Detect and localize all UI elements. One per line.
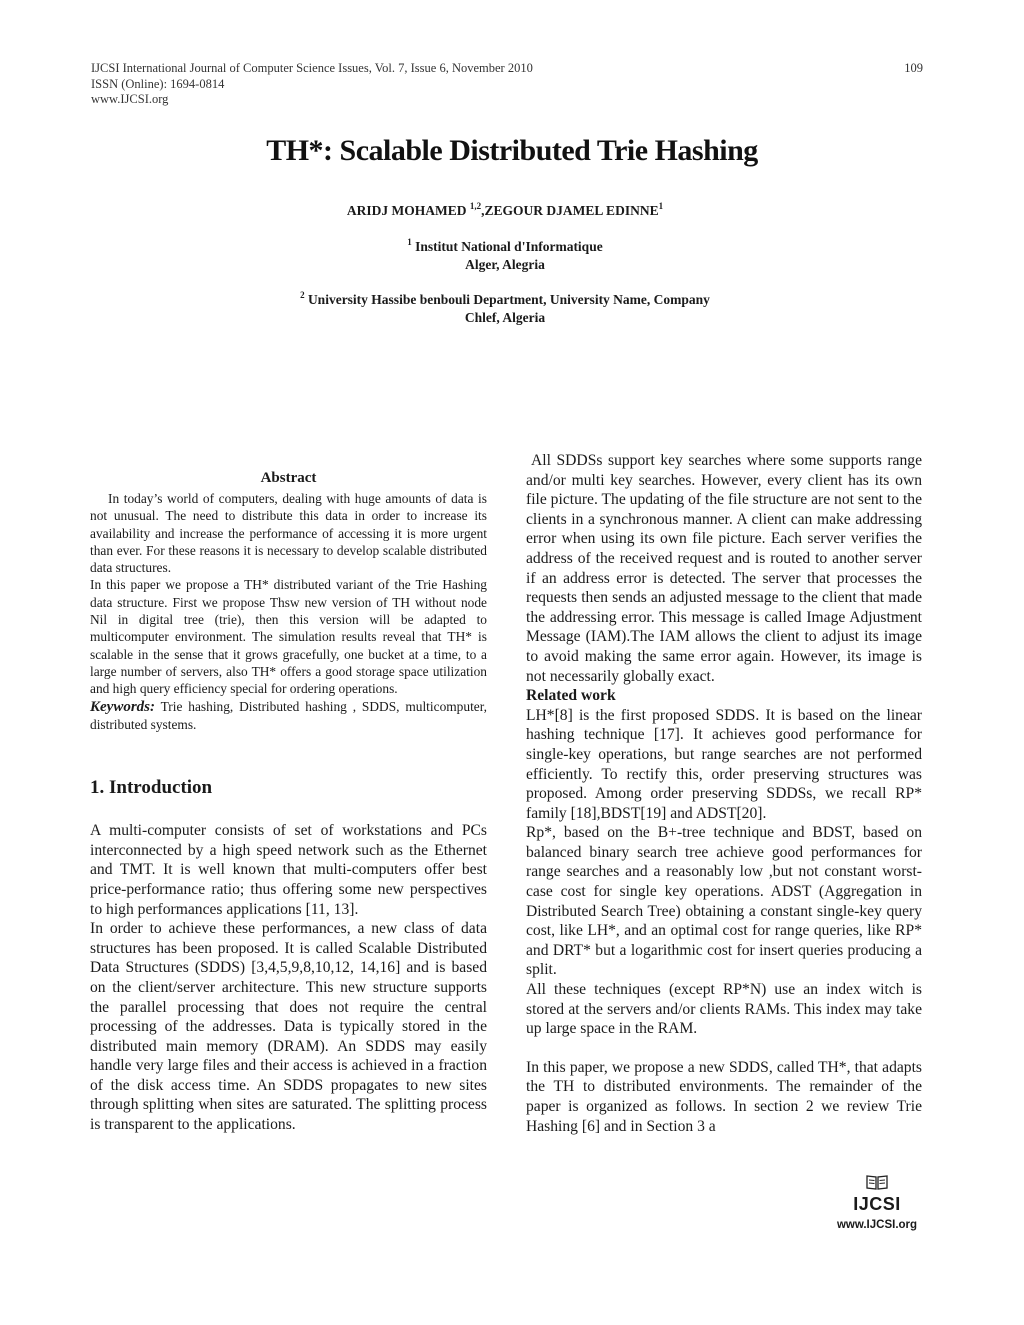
ijcsi-logo [829,1174,925,1231]
affiliation-1 [0,238,1010,274]
journal-website: www.IJCSI.org [91,92,169,106]
abstract-heading: Abstract [260,470,317,486]
author-2-superscript: 1 [658,201,664,211]
affiliation-2-location: Chlef, Algeria [464,310,546,325]
book-icon [866,1174,888,1190]
keywords [90,698,487,734]
affiliation-2-superscript: 2 [300,290,305,300]
logo-name: IJCSI [853,1194,901,1214]
author-1-superscript: 1,2 [469,201,482,211]
affiliation-1-superscript: 1 [407,237,412,247]
logo-url: www.IJCSI.org [836,1219,918,1231]
introduction-paragraph-2: In order to achieve these performances, a new class of data structures has been proposed. It is called Scalable Distributed Data Structures (SDDS) [3,4,5,9,8,10,12, 14,16] and is based on the client/server architecture. This new structure supports the parallel processing that does not require the central processing of the addresses. Data is typically stored in the distributed main memory (DRAM). An SDDS may easily handle very large files and their access is achieved in a fraction of the disk access time. An SDDS propagates to new sites through splitting when sites are saturated. The splitting process is transparent to the applications. [90,920,487,1134]
abstract-paragraph-1: In today’s world of computers, dealing with huge amounts of data is not unusual. The need to distribute this data in order to increase its availability and increase the performance of accessing it is more urgent than ever. For these reasons it is necessary to develop scalable distributed data structures. [90,491,487,576]
sdds-paragraph: All SDDSs support key searches where some supports range and/or multi key searches. However, every client has its own file picture. The updating of the file structure are not sent to the clients in a synchronous manner. A client can make addressing error when using its own file picture. Each server verifies the address of the received request and is routed to another server if an address error is detected. The server that processes the requests then sends an adjusted message to the client that made the addressing error. This message is called Image Adjustment Message (IAM).The IAM allows the client to adjust its image to avoid making the same error again. However, its image is not necessarily globally exact. [526,452,922,685]
affiliation-2 [0,291,1010,327]
affiliation-1-location: Alger, Alegria [465,257,545,272]
related-work-heading: Related work [526,687,616,705]
issn-line: ISSN (Online): 1694-0814 [91,76,225,91]
keywords-list: Trie hashing, Distributed hashing , SDDS, multicomputer, distributed systems. [90,698,487,732]
author-2: ZEGOUR DJAMEL EDINNE [484,203,659,218]
paper-title: TH*: Scalable Distributed Trie Hashing [266,134,758,167]
keywords-label: Keywords: [90,698,155,715]
right-column [526,451,922,1136]
page-number: 109 [904,61,923,75]
left-column [90,470,487,1135]
introduction-heading: 1. Introduction [90,777,213,799]
author-line: ARIDJ MOHAMED $^{1,2}$,ZEGOUR DJAMEL EDINNE$^1$ [346,201,664,218]
introduction-paragraph-1: A multi-computer consists of set of workstations and PCs interconnected by a high speed network such as the Ethernet and TMT. It is well known that multi-computers offer best price-performance ratio; thus offering some new perspectives to high performances applications [11, 13]. [90,822,487,918]
author-1: ARIDJ MOHAMED [346,203,467,218]
running-header [91,61,923,108]
related-work-paragraph-1: LH*[8] is the first proposed SDDS. It is based on the linear hashing technique [17]. It achieves good performance for single-key operations, but range searches are not performed efficiently. To rectify this, order preserving structures was proposed. Among order preserving SDDSs, we recall RP* family [18],BDST[19] and ADST[20]. [526,706,922,822]
organization-paragraph: In this paper, we propose a new SDDS, called TH*, that adapts the TH to distributed environments. The remainder of the paper is organized as follows. In section 2 we review Trie Hashing [6] and in Section 3 a [526,1058,922,1135]
related-work-paragraph-3: All these techniques (except RP*N) use an index witch is stored at the servers and/or clients RAMs. This index may take up large space in the RAM. [526,981,922,1038]
affiliation-2-name: University Hassibe benbouli Department, University Name, Company [307,292,710,307]
abstract-paragraph-2: In this paper we propose a TH* distributed variant of the Trie Hashing data structure. First we propose Thsw new version of TH without node Nil in digital tree (trie), then this version will be adapted to multicomputer environment. The simulation results reveal that TH* is scalable in the sense that it grows gracefully, one bucket at a time, to a large number of servers, also TH* offers a good storage space utilization and high query efficiency special for ordering operations. [90,577,487,697]
affiliation-1-name: Institut National d'Informatique [415,239,603,254]
related-work-paragraph-2: Rp*, based on the B+-tree technique and BDST, based on balanced binary search tree achieve good performances for range searches and a reasonably low ,but not constant worst-case cost for single key operations. ADST (Aggregation in Distributed Search Tree) obtaining a constant single-key query cost, like LH*, and an optimal cost for range queries, like RP* and DRT* but a logarithmic cost for insert queries producing a split. [526,824,922,979]
journal-line: IJCSI International Journal of Computer Science Issues, Vol. 7, Issue 6, November 2010 [91,61,533,75]
